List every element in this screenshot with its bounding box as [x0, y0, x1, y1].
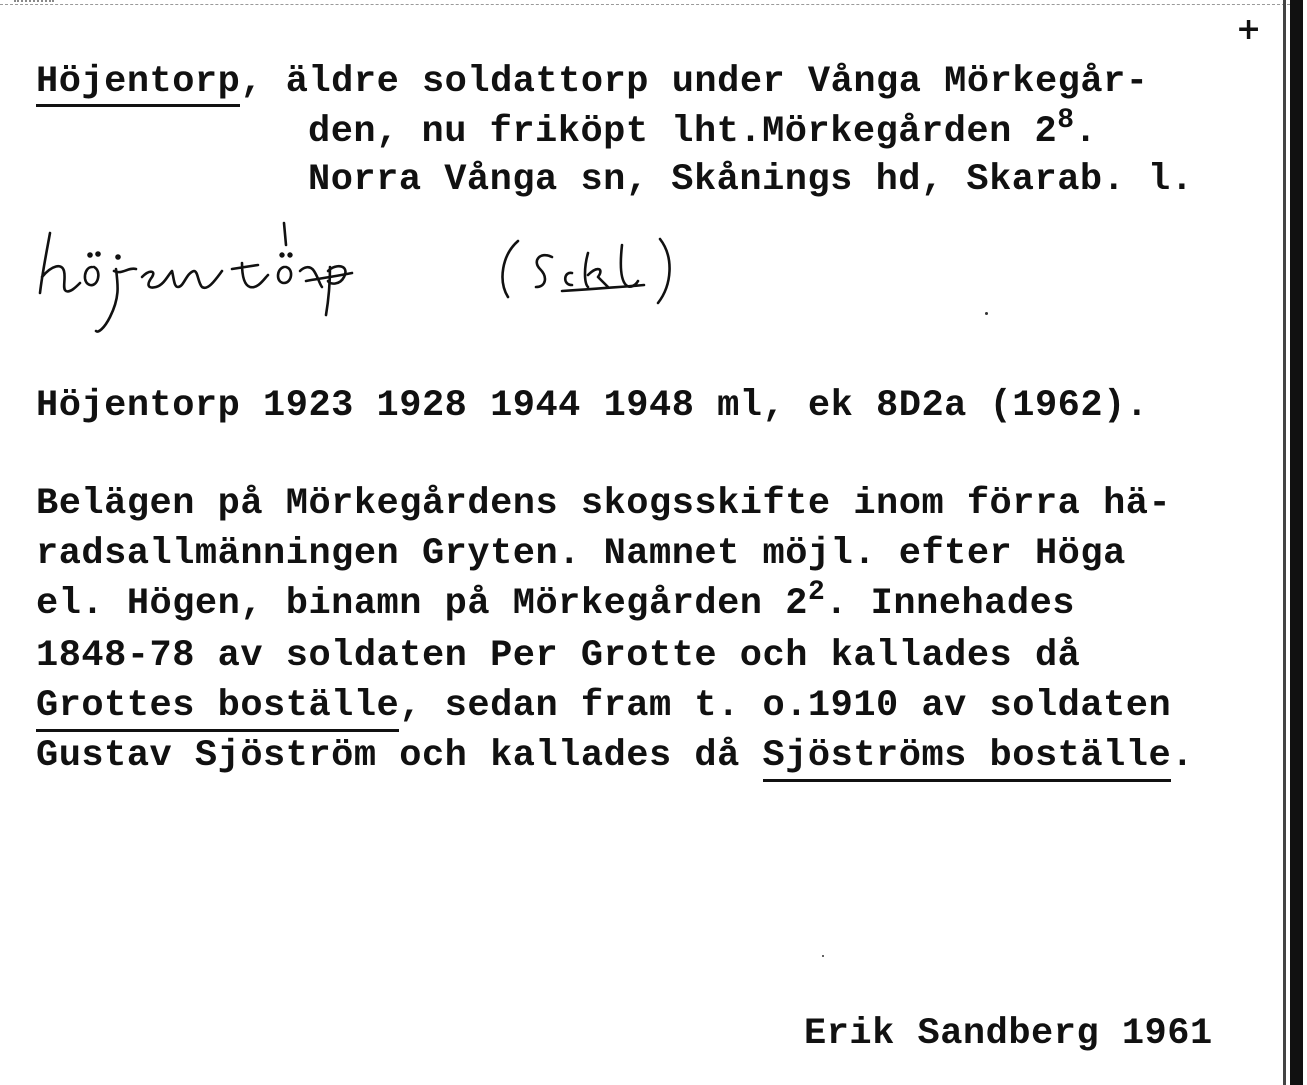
card-right-edge-shadow — [1283, 0, 1286, 1085]
entry-line-1 — [36, 60, 1149, 104]
attestations-line: Höjentorp 1923 1928 1944 1948 ml, ek 8D2a (1962). — [36, 385, 1149, 427]
entry-line-2 — [308, 105, 1098, 157]
card-top-mark — [14, 0, 54, 8]
headword: Höjentorp — [36, 61, 240, 107]
entry-line-1-rest: , äldre soldattorp under Vånga Mörkegår- — [240, 61, 1149, 103]
description-line-5 — [36, 684, 1171, 728]
place-name-sjostroms-bostalle: Sjöströms boställe — [763, 735, 1172, 782]
description-line-3-superscript: 2 — [807, 577, 826, 608]
description-line-6 — [36, 734, 1194, 778]
description-line-3 — [36, 577, 1075, 629]
entry-line-2-superscript: 8 — [1057, 105, 1075, 136]
card-top-edge — [0, 4, 1290, 5]
description-line-1: Belägen på Mörkegårdens skogsskifte inom förra hä- — [36, 483, 1172, 525]
entry-line-2-text: den, nu friköpt lht.Mörkegården 2 — [308, 111, 1058, 153]
description-line-5-rest: , sedan fram t. o.1910 av soldaten — [399, 685, 1172, 727]
entry-line-2-end: . — [1074, 111, 1098, 153]
description-line-6-text: Gustav Sjöström och kallades då — [36, 735, 763, 777]
description-line-4: 1848-78 av soldaten Per Grotte och kallades då — [36, 635, 1081, 677]
ink-speck — [985, 312, 988, 315]
ink-speck — [822, 955, 824, 957]
description-line-3-text: el. Högen, binamn på Mörkegården 2 — [36, 583, 808, 625]
description-line-6-end: . — [1171, 735, 1194, 777]
entry-line-3: Norra Vånga sn, Skånings hd, Skarab. l. — [308, 159, 1194, 201]
place-name-grottes-bostalle: Grottes boställe — [36, 685, 399, 732]
description-line-2: radsallmänningen Gryten. Namnet möjl. efter Höga — [36, 533, 1126, 575]
handwritten-note — [32, 205, 732, 345]
corner-plus-mark: + — [1236, 12, 1262, 47]
description-line-3-end: . Innehades — [825, 583, 1075, 625]
signature: Erik Sandberg 1961 — [804, 1013, 1213, 1055]
card-right-edge — [1290, 0, 1303, 1085]
